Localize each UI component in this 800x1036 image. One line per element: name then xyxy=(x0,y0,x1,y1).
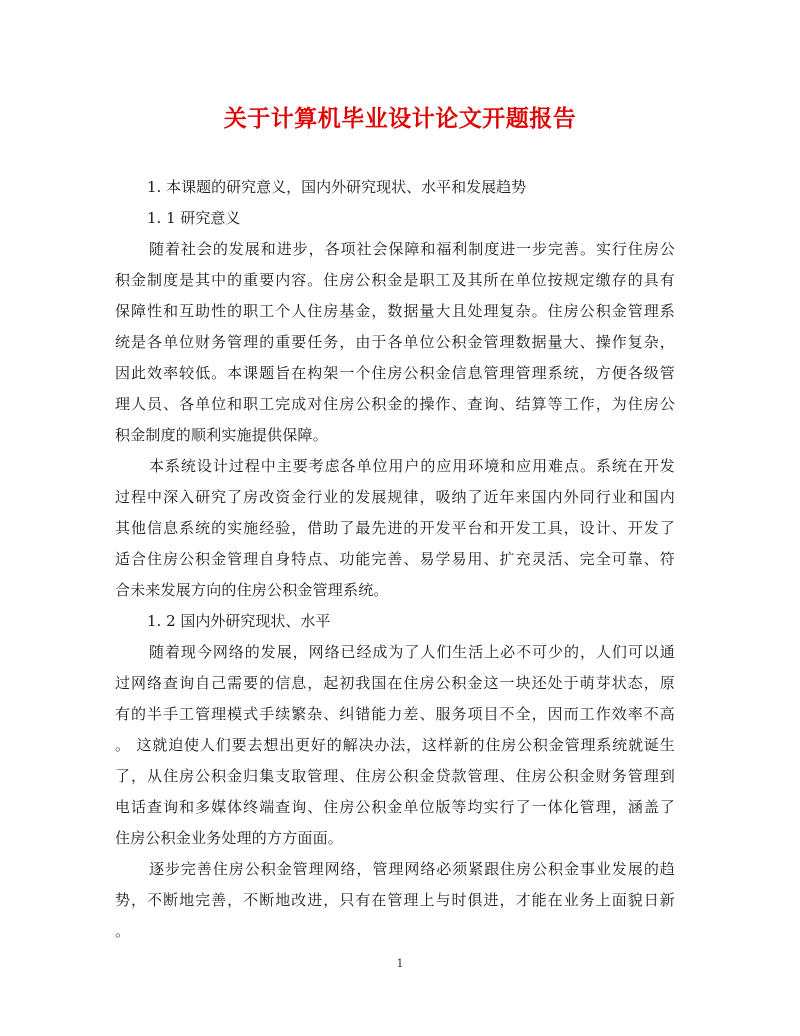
paragraph-network-improvement xyxy=(115,854,675,947)
paragraph-line: 保障性和互助性的职工个人住房基金，数据量大且处理复杂。住房公积金管理系 xyxy=(115,302,675,320)
paragraph-line: 住房公积金业务处理的方方面面。 xyxy=(115,829,344,847)
paragraph-line: 适合住房公积金管理自身特点、功能完善、易学易用、扩充灵活、完全可靠、符 xyxy=(115,550,675,568)
paragraph-line: 积金制度的顺利实施提供保障。 xyxy=(115,426,328,444)
document-title: 关于计算机毕业设计论文开题报告 xyxy=(223,105,577,132)
paragraph-research-status xyxy=(115,637,675,854)
paragraph-line: 随着现今网络的发展，网络已经成为了人们生活上必不可少的，人们可以通 xyxy=(149,643,675,661)
page-number: 1 xyxy=(396,957,404,970)
paragraph-system-design xyxy=(115,451,675,606)
paragraph-line: 电话查询和多媒体终端查询、住房公积金单位版等均实行了一体化管理，涵盖了 xyxy=(115,798,675,816)
paragraph-line: 其他信息系统的实施经验，借助了最先进的开发平台和开发工具，设计、开发了 xyxy=(115,519,675,537)
paragraph-line: 势，不断地完善，不断地改进，只有在管理上与时俱进，才能在业务上面貌日新 xyxy=(115,891,675,909)
paragraph-line: 因此效率较低。本课题旨在构架一个住房公积金信息管理管理系统，方便各级管 xyxy=(115,364,675,382)
paragraph-line: 本系统设计过程中主要考虑各单位用户的应用环境和应用难点。系统在开发 xyxy=(149,457,675,475)
document-body xyxy=(115,172,675,947)
paragraph-line: 。 这就迫使人们要去想出更好的解决办法，这样新的住房公积金管理系统就诞生 xyxy=(115,736,675,754)
section-heading-1: 1. 本课题的研究意义，国内外研究现状、水平和发展趋势 xyxy=(147,178,527,196)
paragraph-line: 了，从住房公积金归集支取管理、住房公积金贷款管理、住房公积金财务管理到 xyxy=(115,767,675,785)
subsection-heading-1-2: 1. 2 国内外研究现状、水平 xyxy=(147,612,331,630)
paragraph-line: 逐步完善住房公积金管理网络，管理网络必须紧跟住房公积金事业发展的趋 xyxy=(149,860,675,878)
paragraph-line: 有的半手工管理模式手续繁杂、纠错能力差、服务项目不全，因而工作效率不高 xyxy=(115,705,675,723)
paragraph-line: 积金制度是其中的重要内容。住房公积金是职工及其所在单位按规定缴存的具有 xyxy=(115,271,675,289)
paragraph-line: 过网络查询自己需要的信息，起初我国在住房公积金这一块还处于萌芽状态，原 xyxy=(115,674,675,692)
paragraph-line: 随着社会的发展和进步，各项社会保障和福利制度进一步完善。实行住房公 xyxy=(149,240,675,258)
paragraph-line: 理人员、各单位和职工完成对住房公积金的操作、查询、结算等工作，为住房公 xyxy=(115,395,675,413)
paragraph-research-significance xyxy=(115,234,675,451)
paragraph-line: 统是各单位财务管理的重要任务，由于各单位公积金管理数据量大、操作复杂， xyxy=(115,333,675,351)
paragraph-line: 合未来发展方向的住房公积金管理系统。 xyxy=(115,581,389,599)
paragraph-line: 。 xyxy=(115,922,131,940)
paragraph-line: 过程中深入研究了房改资金行业的发展规律，吸纳了近年来国内外同行业和国内 xyxy=(115,488,675,506)
subsection-heading-1-1: 1. 1 研究意义 xyxy=(147,209,241,227)
